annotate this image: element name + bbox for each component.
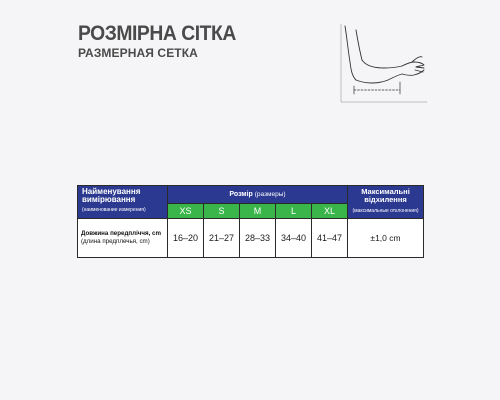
value-m: 28–33: [240, 219, 276, 258]
value-s: 21–27: [204, 219, 240, 258]
size-l: L: [276, 204, 312, 219]
size-table: [77, 185, 424, 258]
row-label: Довжина передпліччя, cm (длина предплечья, cm): [78, 219, 168, 258]
size-s: S: [204, 204, 240, 219]
value-xs: 16–20: [168, 219, 204, 258]
size-m: M: [240, 204, 276, 219]
page-title: РОЗМІРНА СІТКА: [78, 22, 236, 45]
tolerance-value: ±1,0 cm: [348, 219, 424, 258]
table-header-row: [78, 186, 424, 204]
size-xs: XS: [168, 204, 204, 219]
size-header: Розмір (размеры): [168, 186, 348, 204]
value-l: 34–40: [276, 219, 312, 258]
size-xl: XL: [312, 204, 348, 219]
forearm-measurement-icon: [338, 20, 430, 106]
measurement-name-header: Найменування вимірювання (наименование измерения): [78, 186, 168, 219]
table-row: [78, 219, 424, 258]
value-xl: 41–47: [312, 219, 348, 258]
page-subtitle: РАЗМЕРНАЯ СЕТКА: [78, 46, 198, 60]
tolerance-header: Максимальні відхилення (максимальные отклонения): [348, 186, 424, 219]
